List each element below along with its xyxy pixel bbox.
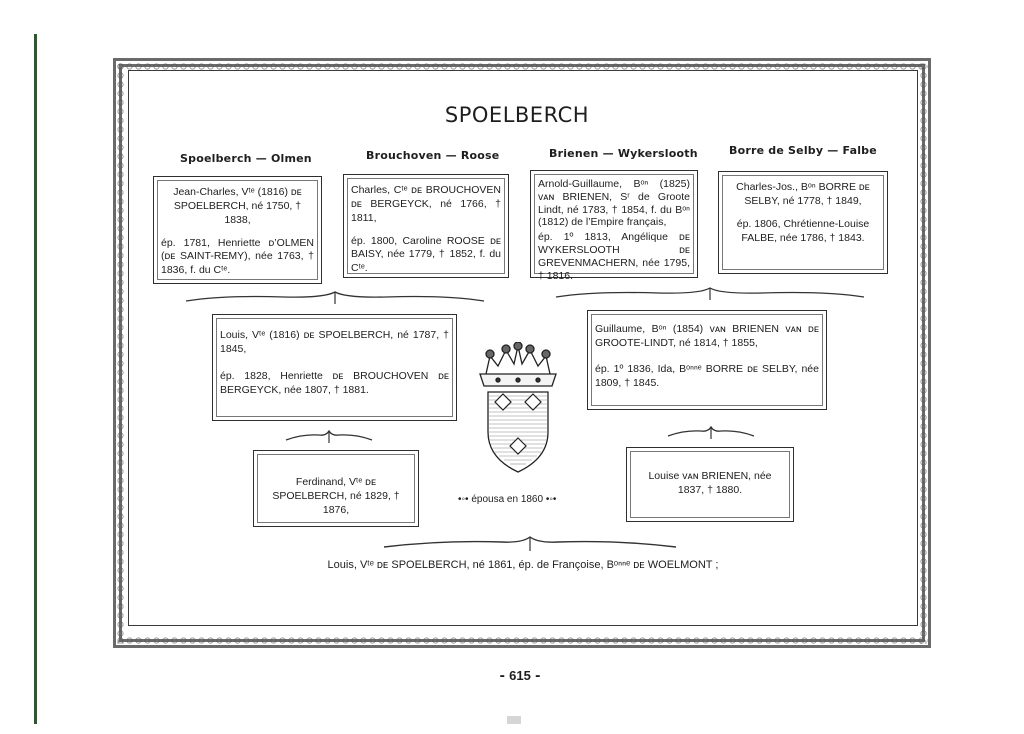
person-box-spoelberch-2 [212, 314, 457, 421]
couple-heading-4: Borre de Selby — Falbe [729, 144, 877, 157]
box-text: ép. 1º 1813, Angélique ᴅᴇ WYKERSLOOTH ᴅᴇ GREVENMACHERN, née 1795, † 1816. [538, 231, 690, 282]
page-number: ⁃ 615 ⁃ [499, 668, 541, 683]
brace-final [382, 536, 678, 548]
page-title: SPOELBERCH [444, 103, 590, 127]
final-descendant: Louis, Vᵗᵉ ᴅᴇ SPOELBERCH, né 1861, ép. de Françoise, Bᵒⁿⁿᵉ ᴅᴇ WOELMONT ; [327, 559, 719, 571]
brace-left-gen1 [184, 291, 486, 303]
coat-of-arms-image [468, 342, 568, 476]
couple-heading-2: Brouchoven — Roose [366, 149, 500, 162]
box-text: ép. 1º 1836, Ida, Bᵒⁿⁿᵉ BORRE ᴅᴇ SELBY, née 1809, † 1845. [595, 362, 819, 389]
couple-heading-1: Spoelberch — Olmen [180, 152, 312, 165]
couple-heading-3: Brienen — Wykerslooth [549, 147, 698, 160]
box-text: Charles-Jos., Bᵒⁿ BORRE ᴅᴇ SELBY, né 1778, † 1849, [736, 181, 870, 207]
box-text: ép. 1781, Henriette ᴅ’OLMEN (ᴅᴇ SAINT-REMY), née 1763, † 1836, f. du Cᵗᵉ. [161, 236, 314, 277]
person-box-brienen-1 [530, 170, 698, 282]
person-box-brouchoven-1 [343, 174, 509, 278]
box-text: Guillaume, Bᵒⁿ (1854) ᴠᴀɴ BRIENEN ᴠᴀɴ ᴅᴇ GROOTE-LINDT, né 1814, † 1855, [595, 323, 819, 349]
border-scroll-left [116, 62, 125, 644]
box-text: Jean-Charles, Vᵗᵉ (1816) ᴅᴇ SPOELBERCH, né 1750, † 1838, [173, 186, 302, 226]
person-box-brienen-2 [587, 310, 827, 410]
box-text: ép. 1828, Henriette ᴅᴇ BROUCHOVEN ᴅᴇ BERGEYCK, née 1807, † 1881. [220, 369, 449, 396]
marriage-note: •◦• épousa en 1860 •◦• [458, 494, 557, 505]
box-text: Arnold-Guillaume, Bᵒⁿ (1825) ᴠᴀɴ BRIENEN, Sʳ de Groote Lindt, né 1783, † 1854, f. du Bᵒⁿ (1812) de l’Empire français, [538, 178, 690, 229]
person-box-spoelberch-1 [153, 176, 322, 284]
box-text: Charles, Cᵗᵉ ᴅᴇ BROUCHOVEN ᴅᴇ BERGEYCK, né 1766, † 1811, [351, 184, 501, 224]
person-box-ferdinand [253, 450, 419, 527]
border-scroll-right [919, 62, 928, 644]
brace-left-gen2 [284, 430, 374, 442]
brace-right-gen2 [666, 426, 756, 438]
border-scroll-bottom [116, 636, 928, 645]
box-text: Ferdinand, Vᵗᵉ ᴅᴇ SPOELBERCH, né 1829, † 1876, [272, 476, 400, 516]
brace-right-gen1 [554, 287, 866, 299]
box-text: Louise ᴠᴀɴ BRIENEN, née 1837, † 1880. [648, 470, 772, 496]
library-stamp [507, 716, 521, 724]
margin-rule [34, 34, 37, 724]
person-box-louise [626, 447, 794, 522]
box-text: ép. 1800, Caroline ROOSE ᴅᴇ BAISY, née 1779, † 1852, f. du Cᵗᵉ. [351, 234, 501, 275]
person-box-borre-1 [718, 171, 888, 274]
box-text: ép. 1806, Chrétienne-Louise FALBE, née 1786, † 1843. [736, 217, 870, 244]
box-text: Louis, Vᵗᵉ (1816) ᴅᴇ SPOELBERCH, né 1787, † 1845, [220, 329, 449, 355]
